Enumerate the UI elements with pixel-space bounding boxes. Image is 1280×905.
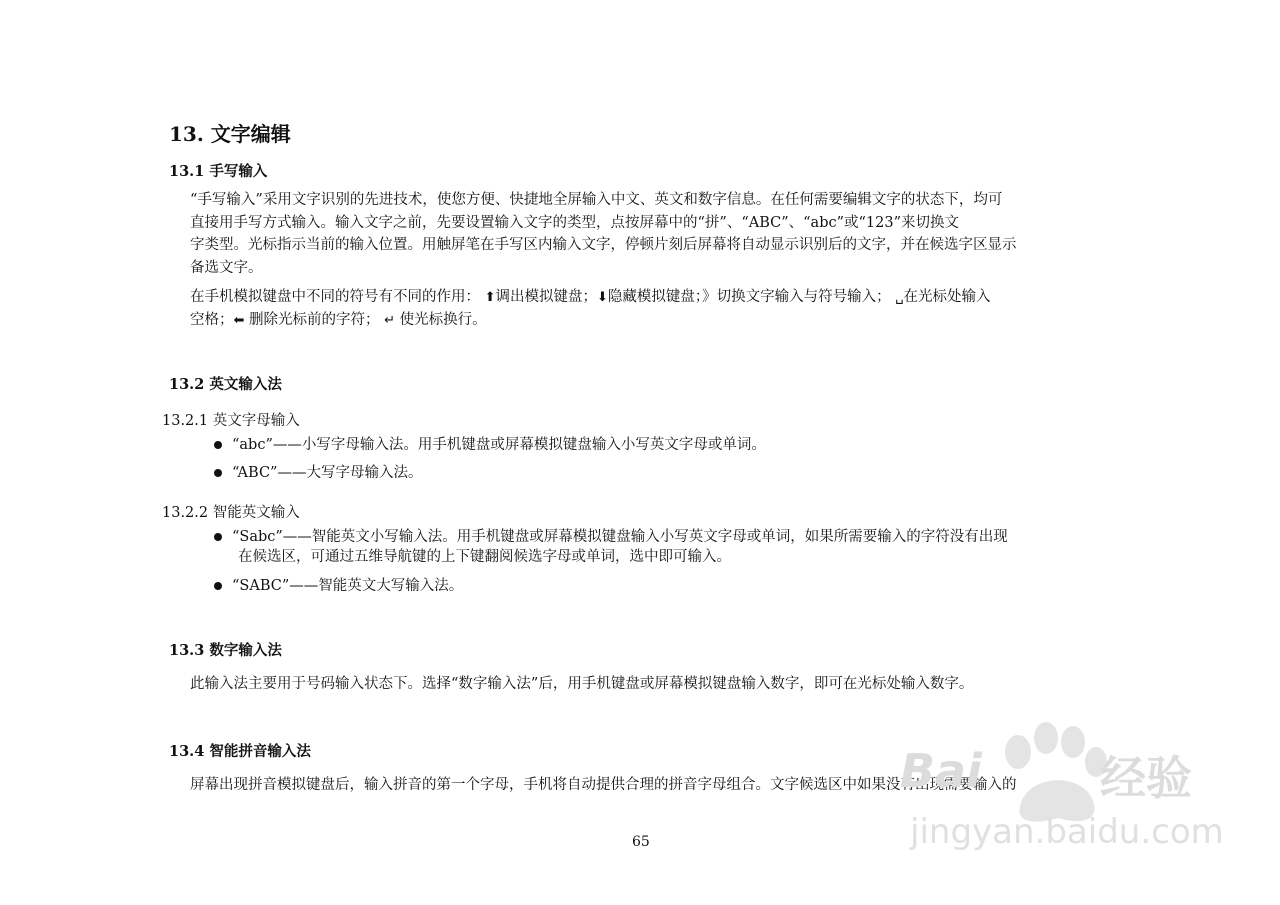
keys-space-text: 在光标处输入 [903,289,991,305]
paragraph-pinyin: 屏幕出现拼音模拟键盘后，输入拼音的第一个字母，手机将自动提供合理的拼音字母组合。文字候选区中如果没有出现需要输入的 [190,777,1017,793]
bullet-dot [214,582,222,590]
watermark-brand-cn: 经验 [1100,751,1192,805]
keys-down-text: 隐藏模拟键盘；》切换文字输入与符号输入； [607,289,891,305]
arrow-down-icon: ⬇ [597,290,608,305]
text-line: 字类型。光标指示当前的输入位置。用触屏笔在手写区内输入文字，停顿片刻后屏幕将自动显示识别后的文字，并在候选字区显示 [190,237,1017,253]
arrow-left-icon: ⬅ [233,313,245,328]
paragraph-handwriting [190,189,1120,279]
text-line: “手写输入”采用文字识别的先进技术，使您方便、快捷地全屏输入中文、英文和数字信息。在任何需要编辑文字的状态下，均可 [190,192,1003,208]
keys-enter-text: 使光标换行。 [399,312,487,328]
heading-13-2: 13.2 英文输入法 [169,376,282,393]
heading-13-1: 13.1 手写输入 [169,163,268,180]
heading-13-2-1: 13.2.1 英文字母输入 [162,413,300,429]
paragraph-numeric: 此输入法主要用于号码输入状态下。选择“数字输入法”后，用手机键盘或屏幕模拟键盘输入数字，即可在光标处输入数字。 [190,676,974,692]
page-number: 65 [632,834,650,850]
keys-space-end: 空格； [190,312,234,328]
list-item-line: 在候选区，可通过五维导航键的上下键翻阅候选字母或单词，选中即可输入。 [238,549,731,565]
list-item: “ABC”——大写字母输入法。 [232,465,423,481]
space-key-icon: ␣ [895,290,904,305]
section-title: 13. 文字编辑 [169,122,291,146]
bullet-dot [214,441,222,449]
keys-line-2 [190,309,487,333]
watermark-url: jingyan.baidu.com [910,812,1224,852]
heading-13-4: 13.4 智能拼音输入法 [169,743,311,760]
keys-line-1 [190,286,991,310]
enter-key-icon: ↵ [384,313,396,328]
keys-up-text: 调出模拟键盘； [495,289,598,305]
watermark [900,712,1224,862]
list-item: “abc”——小写字母输入法。用手机键盘或屏幕模拟键盘输入小写英文字母或单词。 [232,437,766,453]
list-item: “SABC”——智能英文大写输入法。 [232,578,464,594]
keys-back-text: 删除光标前的字符； [249,312,380,328]
bullet-dot [214,469,222,477]
list-item-line: “Sabc”——智能英文小写输入法。用手机键盘或屏幕模拟键盘输入小写英文字母或单词，如果所需要输入的字符没有出现 [232,529,1008,545]
text-line: 备选文字。 [190,259,263,276]
bullet-dot [214,533,222,541]
text-line: 直接用手写方式输入。输入文字之前，先要设置输入文字的类型，点按屏幕中的“拼”、“ABC”、“abc”或“123”来切换文 [190,214,960,231]
keys-intro: 在手机模拟键盘中不同的符号有不同的作用： [190,289,480,305]
arrow-up-icon: ⬆ [484,290,496,305]
watermark-brand: Bai [900,744,982,798]
heading-13-2-2: 13.2.2 智能英文输入 [162,505,300,521]
heading-13-3: 13.3 数字输入法 [169,642,282,659]
